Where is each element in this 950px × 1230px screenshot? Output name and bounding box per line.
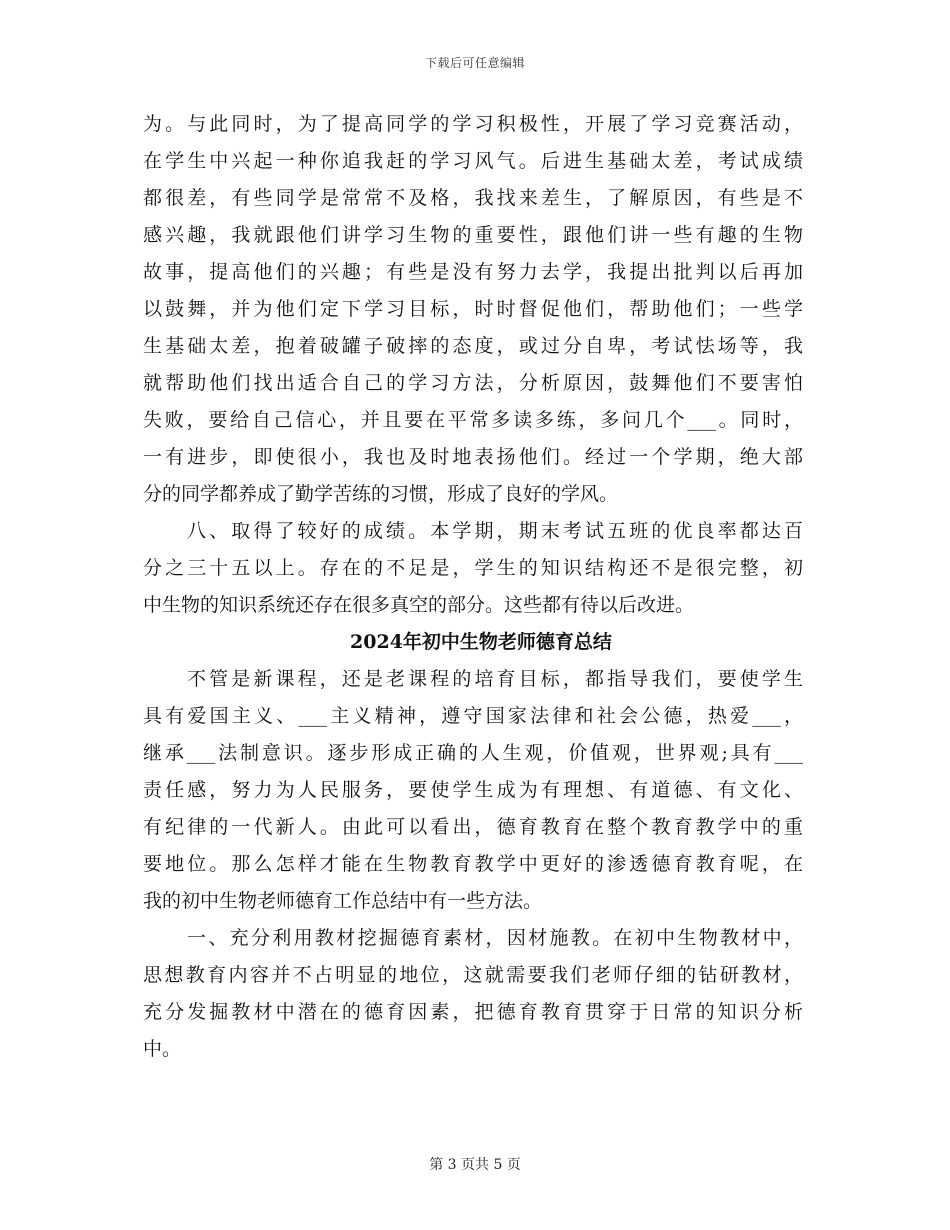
- document-body: [143, 106, 803, 1068]
- paragraph-line: 责任感，努力为人民服务，要使学生成为有理想、有道德、有文化、: [143, 779, 803, 801]
- paragraph-line: 有纪律的一代新人。由此可以看出，德育教育在整个教育教学中的重: [143, 816, 803, 838]
- paragraph-line: 不管是新课程，还是老课程的培育目标，都指导我们，要使学生: [187, 668, 803, 690]
- paragraph-line: 感兴趣，我就跟他们讲学习生物的重要性，跟他们讲一些有趣的生物: [143, 224, 803, 246]
- paragraph-line: 中。: [143, 1038, 182, 1060]
- paragraph-line: 继承___法制意识。逐步形成正确的人生观，价值观，世界观;具有___: [143, 742, 803, 764]
- paragraph-line: 为。与此同时，为了提高同学的学习积极性，开展了学习竞赛活动，: [143, 113, 803, 135]
- paragraph-line: 以鼓舞，并为他们定下学习目标，时时督促他们，帮助他们；一些学: [143, 298, 803, 320]
- paragraph-line: 思想教育内容并不占明显的地位，这就需要我们老师仔细的钻研教材，: [143, 964, 803, 986]
- paragraph-line: 失败，要给自己信心，并且要在平常多读多练，多问几个___。同时，: [143, 409, 803, 431]
- paragraph-line: 就帮助他们找出适合自己的学习方法，分析原因，鼓舞他们不要害怕: [143, 372, 803, 394]
- paragraph-line: 具有爱国主义、___主义精神，遵守国家法律和社会公德，热爱___，: [143, 705, 803, 727]
- paragraph-line: 充分发掘教材中潜在的德育因素，把德育教育贯穿于日常的知识分析: [143, 1001, 803, 1023]
- paragraph-line: 分之三十五以上。存在的不足是，学生的知识结构还不是很完整，初: [143, 557, 803, 579]
- paragraph-line: 一、充分利用教材挖掘德育素材，因材施教。在初中生物教材中，: [187, 927, 803, 949]
- page-header: 下载后可任意编辑: [424, 56, 525, 70]
- paragraph-line: 要地位。那么怎样才能在生物教育教学中更好的渗透德育教育呢，在: [143, 853, 803, 875]
- paragraph-line: 在学生中兴起一种你追我赶的学习风气。后进生基础太差，考试成绩: [143, 150, 803, 172]
- section-title: 2024年初中生物老师德育总结: [350, 631, 612, 653]
- paragraph-line: 一有进步，即使很小，我也及时地表扬他们。经过一个学期，绝大部: [143, 446, 803, 468]
- paragraph-line: 故事，提高他们的兴趣；有些是没有努力去学，我提出批判以后再加: [143, 261, 803, 283]
- paragraph-line: 我的初中生物老师德育工作总结中有一些方法。: [143, 890, 543, 912]
- page-footer: 第 3 页共 5 页: [429, 1157, 521, 1173]
- paragraph-line: 生基础太差，抱着破罐子破摔的态度，或过分自卑，考试怯场等，我: [143, 335, 803, 357]
- paragraph-line: 中生物的知识系统还存在很多真空的部分。这些都有待以后改进。: [143, 594, 695, 616]
- paragraph-line: 八、取得了较好的成绩。本学期，期末考试五班的优良率都达百: [187, 520, 803, 542]
- paragraph-line: 分的同学都养成了勤学苦练的习惯，形成了良好的学风。: [143, 483, 619, 505]
- paragraph-line: 都很差，有些同学是常常不及格，我找来差生，了解原因，有些是不: [143, 187, 803, 209]
